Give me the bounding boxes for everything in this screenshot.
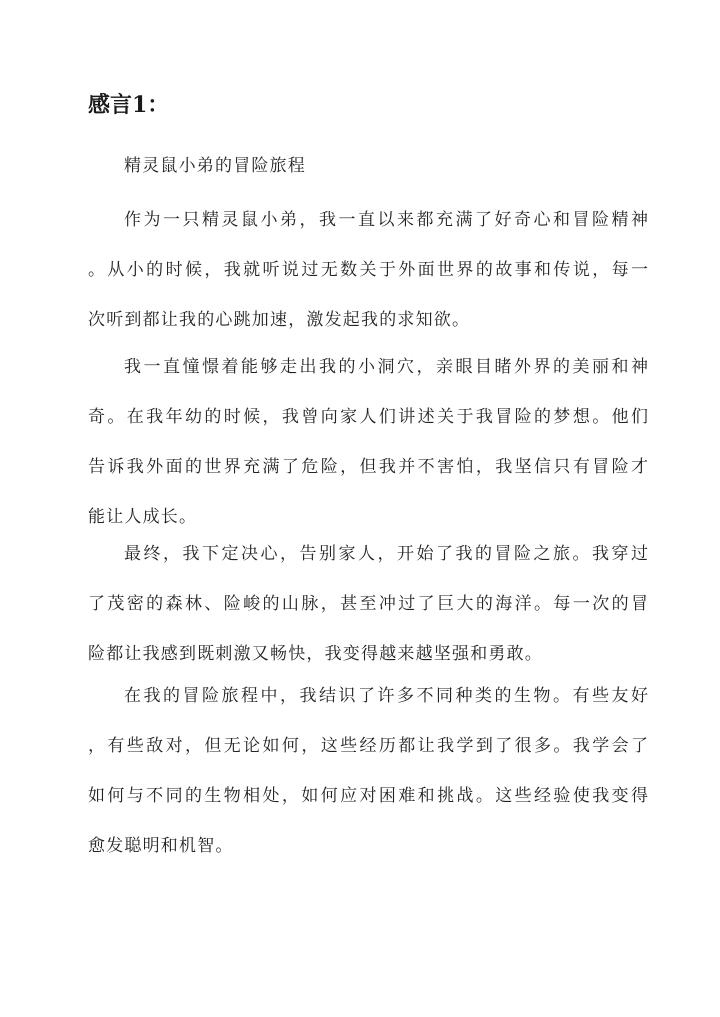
paragraph-line: 。从小的时候，我就听说过无数关于外面世界的故事和传说，每一 (88, 260, 648, 280)
paragraph-line: 愈发聪明和机智。 (88, 836, 234, 856)
paragraph-1 (88, 207, 648, 357)
paragraph-2 (88, 354, 648, 554)
paragraph-4 (88, 683, 648, 883)
paragraph-line: 在我的冒险旅程中，我结识了许多不同种类的生物。有些友好 (124, 686, 648, 706)
paragraph-line: 如何与不同的生物相处，如何应对困难和挑战。这些经验使我变得 (88, 786, 648, 806)
paragraph-line: 次听到都让我的心跳加速，激发起我的求知欲。 (88, 310, 471, 330)
paragraph-line: 告诉我外面的世界充满了危险，但我并不害怕，我坚信只有冒险才 (88, 457, 648, 477)
paragraph-line: 我一直憧憬着能够走出我的小洞穴，亲眼目睹外界的美丽和神 (124, 357, 648, 377)
paragraph-line: 了茂密的森林、险峻的山脉，甚至冲过了巨大的海洋。每一次的冒 (88, 594, 648, 614)
paragraph-3 (88, 541, 648, 691)
paragraph-line: 奇。在我年幼的时候，我曾向家人们讲述关于我冒险的梦想。他们 (88, 407, 648, 427)
paragraph-line: 最终，我下定决心，告别家人，开始了我的冒险之旅。我穿过 (124, 544, 648, 564)
paragraph-line: 险都让我感到既刺激又畅快，我变得越来越坚强和勇敢。 (88, 644, 543, 664)
essay-title: 精灵鼠小弟的冒险旅程 (124, 156, 306, 176)
section-heading: 感言1： (88, 92, 170, 118)
paragraph-line: ，有些敌对，但无论如何，这些经历都让我学到了很多。我学会了 (88, 736, 648, 756)
paragraph-line: 能让人成长。 (88, 507, 198, 527)
paragraph-line: 作为一只精灵鼠小弟，我一直以来都充满了好奇心和冒险精神 (124, 210, 648, 230)
